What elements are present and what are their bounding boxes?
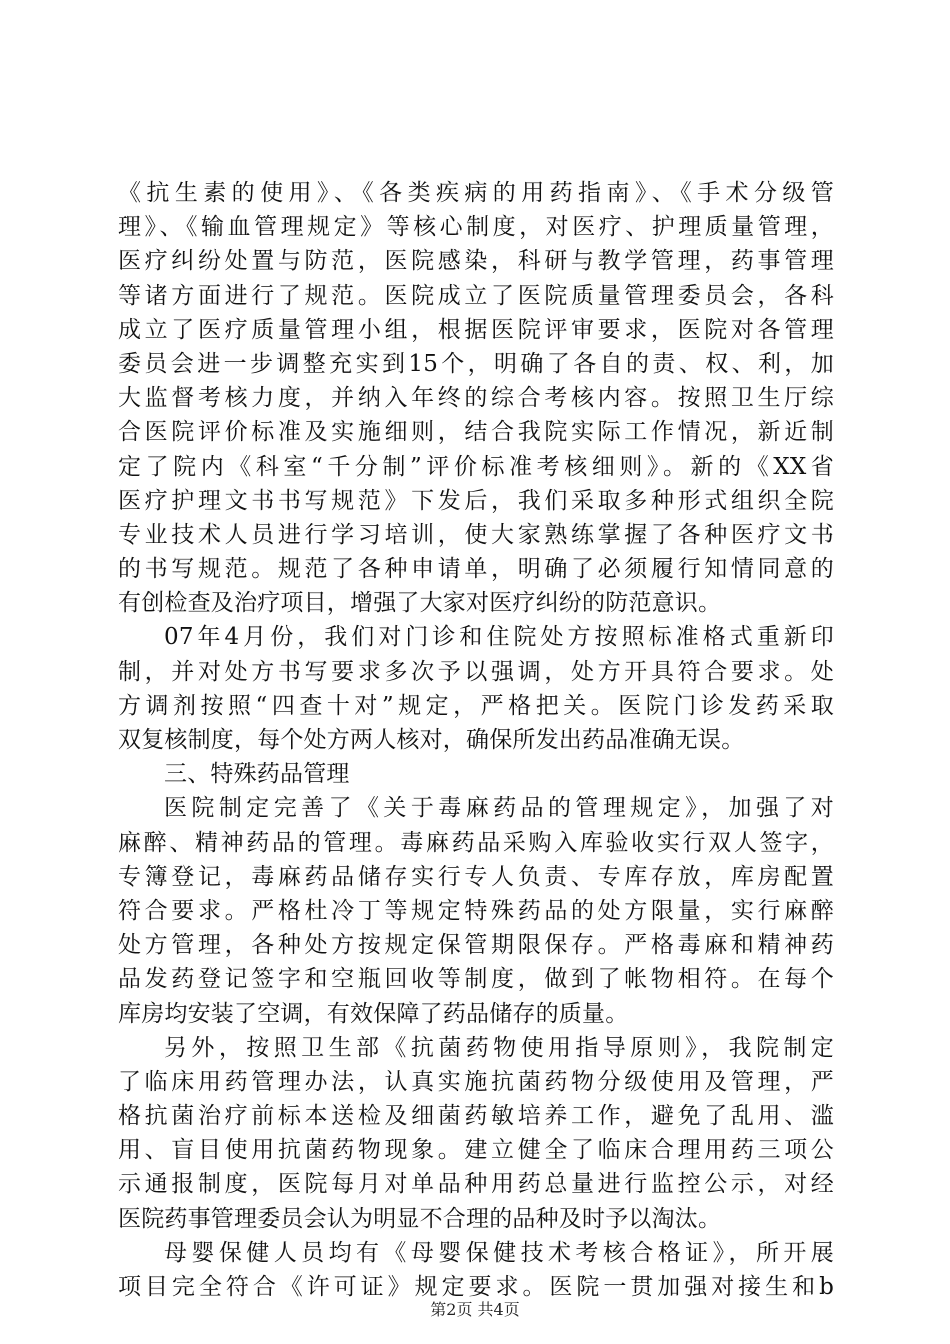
text-line: 处方管理，各种处方按规定保管期限保存。严格毒麻和精神药 xyxy=(118,932,834,959)
text-line: 专簿登记，毒麻药品储存实行专人负责、专库存放，库房配置 xyxy=(118,863,834,890)
text-line: 库房均安装了空调，有效保障了药品储存的质量。 xyxy=(118,1000,629,1027)
text-line: 大监督考核力度，并纳入年终的综合考核内容。按照卫生厅综 xyxy=(118,385,834,412)
text-line: 定了院内《科室“千分制”评价标准考核细则》。新的《XX省 xyxy=(118,453,834,480)
text-line: 理》、《输血管理规定》等核心制度，对医疗、护理质量管理， xyxy=(118,214,834,241)
text-line: 的书写规范。规范了各种申请单，明确了必须履行知情同意的 xyxy=(118,556,834,583)
text-line: 双复核制度，每个处方两人核对，确保所发出药品准确无误。 xyxy=(118,727,745,753)
text-line: 医院药事管理委员会认为明显不合理的品种及时予以淘汰。 xyxy=(118,1205,722,1232)
text-line: 07年4月份，我们对门诊和住院处方按照标准格式重新印 xyxy=(164,624,834,651)
text-line: 医疗护理文书书写规范》下发后，我们采取多种形式组织全院 xyxy=(118,487,834,514)
text-line: 母婴保健人员均有《母婴保健技术考核合格证》，所开展 xyxy=(164,1239,834,1266)
text-line: 品发药登记签字和空瓶回收等制度，做到了帐物相符。在每个 xyxy=(118,966,834,993)
text-line: 成立了医疗质量管理小组，根据医院评审要求，医院对各管理 xyxy=(118,316,834,343)
text-line: 项目完全符合《许可证》规定要求。医院一贯加强对接生和b xyxy=(118,1274,834,1300)
page-footer: 第2页 共4页 xyxy=(430,1300,520,1319)
text-line: 三、特殊药品管理 xyxy=(164,761,350,788)
text-line: 《抗生素的使用》、《各类疾病的用药指南》、《手术分级管 xyxy=(118,180,834,206)
text-line: 专业技术人员进行学习培训，使大家熟练掌握了各种医疗文书 xyxy=(118,521,834,548)
text-line: 另外，按照卫生部《抗菌药物使用指导原则》，我院制定 xyxy=(164,1034,834,1061)
text-line: 制，并对处方书写要求多次予以强调，处方开具符合要求。处 xyxy=(118,658,834,685)
text-line: 医院制定完善了《关于毒麻药品的管理规定》，加强了对 xyxy=(164,795,834,822)
text-line: 用、盲目使用抗菌药物现象。建立健全了临床合理用药三项公 xyxy=(118,1137,834,1164)
text-line: 医疗纠纷处置与防范，医院感染，科研与教学管理，药事管理 xyxy=(118,248,834,275)
text-line: 方调剂按照“四查十对”规定，严格把关。医院门诊发药采取 xyxy=(118,692,834,719)
text-line: 了临床用药管理办法，认真实施抗菌药物分级使用及管理，严 xyxy=(118,1068,834,1095)
text-line: 有创检查及治疗项目，增强了大家对医疗纠纷的防范意识。 xyxy=(118,590,722,617)
text-line: 麻醉、精神药品的管理。毒麻药品采购入库验收实行双人签字， xyxy=(118,829,834,856)
text-line: 格抗菌治疗前标本送检及细菌药敏培养工作，避免了乱用、滥 xyxy=(118,1103,834,1130)
text-line: 委员会进一步调整充实到15个，明确了各自的责、权、利，加 xyxy=(118,350,834,377)
text-line: 符合要求。严格杜冷丁等规定特殊药品的处方限量，实行麻醉 xyxy=(118,897,834,924)
text-line: 等诸方面进行了规范。医院成立了医院质量管理委员会，各科 xyxy=(118,282,834,309)
text-line: 合医院评价标准及实施细则，结合我院实际工作情况，新近制 xyxy=(118,419,834,446)
text-line: 示通报制度，医院每月对单品种用药总量进行监控公示，对经 xyxy=(118,1171,834,1198)
document-body xyxy=(118,176,834,1304)
